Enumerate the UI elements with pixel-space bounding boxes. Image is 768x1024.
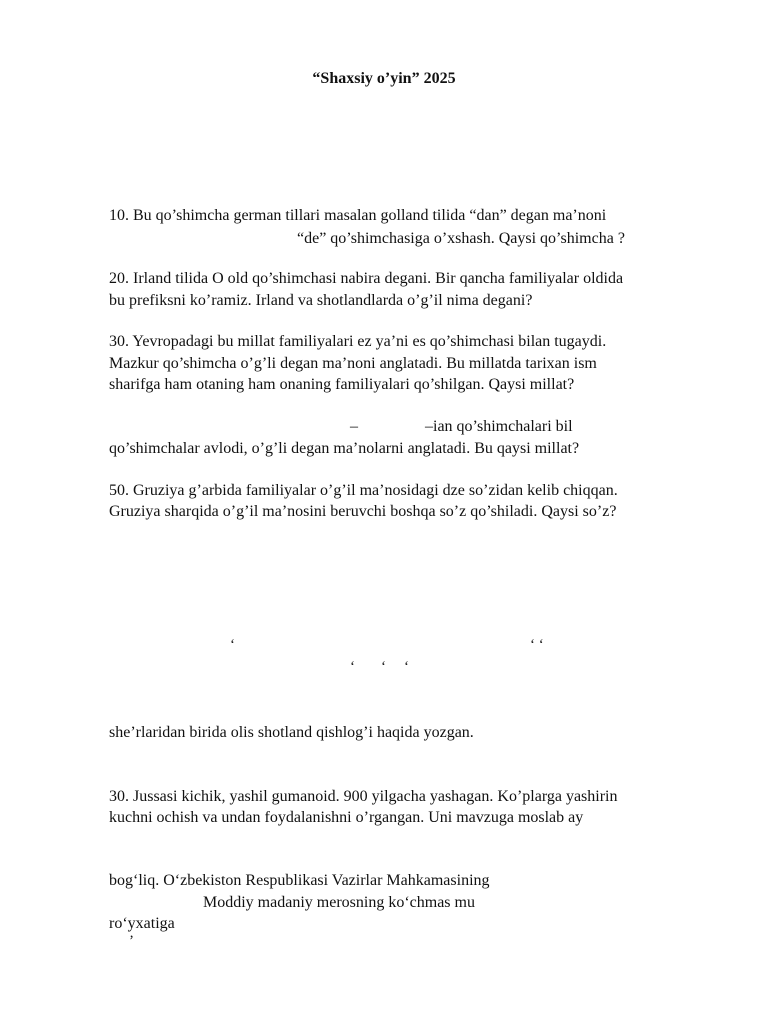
question-30a-line-1: 30. Yevropadagi bu millat familiyalari ez ya’ni es qo’shimchasi bilan tugaydi. [109,333,607,350]
question-30a-line-2: Mazkur qo’shimcha o’g’li degan ma’noni anglatadi. Bu millatda tarixan ism [109,355,597,372]
bottom-line-2: Moddiy madaniy merosning ko‘chmas mu [203,894,475,911]
stray-mark: ‘ ‘ [530,637,544,653]
question-50-line-1: 50. Gruziya g’arbida familiyalar o’g’il ma’nosidagi dze so’zidan kelib chiqqan. [109,482,618,499]
question-40-fragment: –ian qo’shimchalari bil [425,418,573,435]
question-10-line-2: “de” qo’shimchasiga o’xshash. Qaysi qo’shimcha ? [297,230,625,247]
bottom-line-1: bog‘liq. O‘zbekiston Respublikasi Vazirlar Mahkamasining [109,872,490,889]
question-20-line-1: 20. Irland tilida O old qo’shimchasi nabira degani. Bir qancha familiyalar oldida [109,270,624,287]
stray-mark: ‘ [350,659,355,675]
bottom-line-3: ro‘yxatiga [109,915,175,932]
stray-mark: ‘ [230,637,235,653]
question-10-line-1: 10. Bu qo’shimcha german tillari masalan golland tilida “dan” degan ma’noni [109,207,607,224]
question-30b-line-1: 30. Jussasi kichik, yashil gumanoid. 900 yilgacha yashagan. Ko’plarga yashirin [109,788,618,805]
question-30b-line-2: kuchni ochish va undan foydalanishni o’rgangan. Uni mavzuga moslab ay [109,809,584,826]
page-title: “Shaxsiy o’yin” 2025 [312,70,456,87]
stray-mark: ‘ [381,659,386,675]
question-40-line-2: qo’shimchalar avlodi, o’g’li degan ma’nolarni anglatadi. Bu qaysi millat? [109,440,580,457]
question-50-line-2: Gruziya sharqida o’g’il ma’nosini beruvchi boshqa so’z qo’shiladi. Qaysi so’z? [109,503,617,520]
stray-mark: ’ [129,933,134,949]
question-40-dash: – [350,418,358,435]
stray-mark: ‘ [404,659,409,675]
question-20-line-2: bu prefiksni ko’ramiz. Irland va shotlandlarda o’g’il nima degani? [109,292,533,309]
question-30a-line-3: sharifga ham otaning ham onaning familiyalari qo’shilgan. Qaysi millat? [109,376,575,393]
poem-line: she’rlaridan birida olis shotland qishlog’i haqida yozgan. [109,724,474,741]
